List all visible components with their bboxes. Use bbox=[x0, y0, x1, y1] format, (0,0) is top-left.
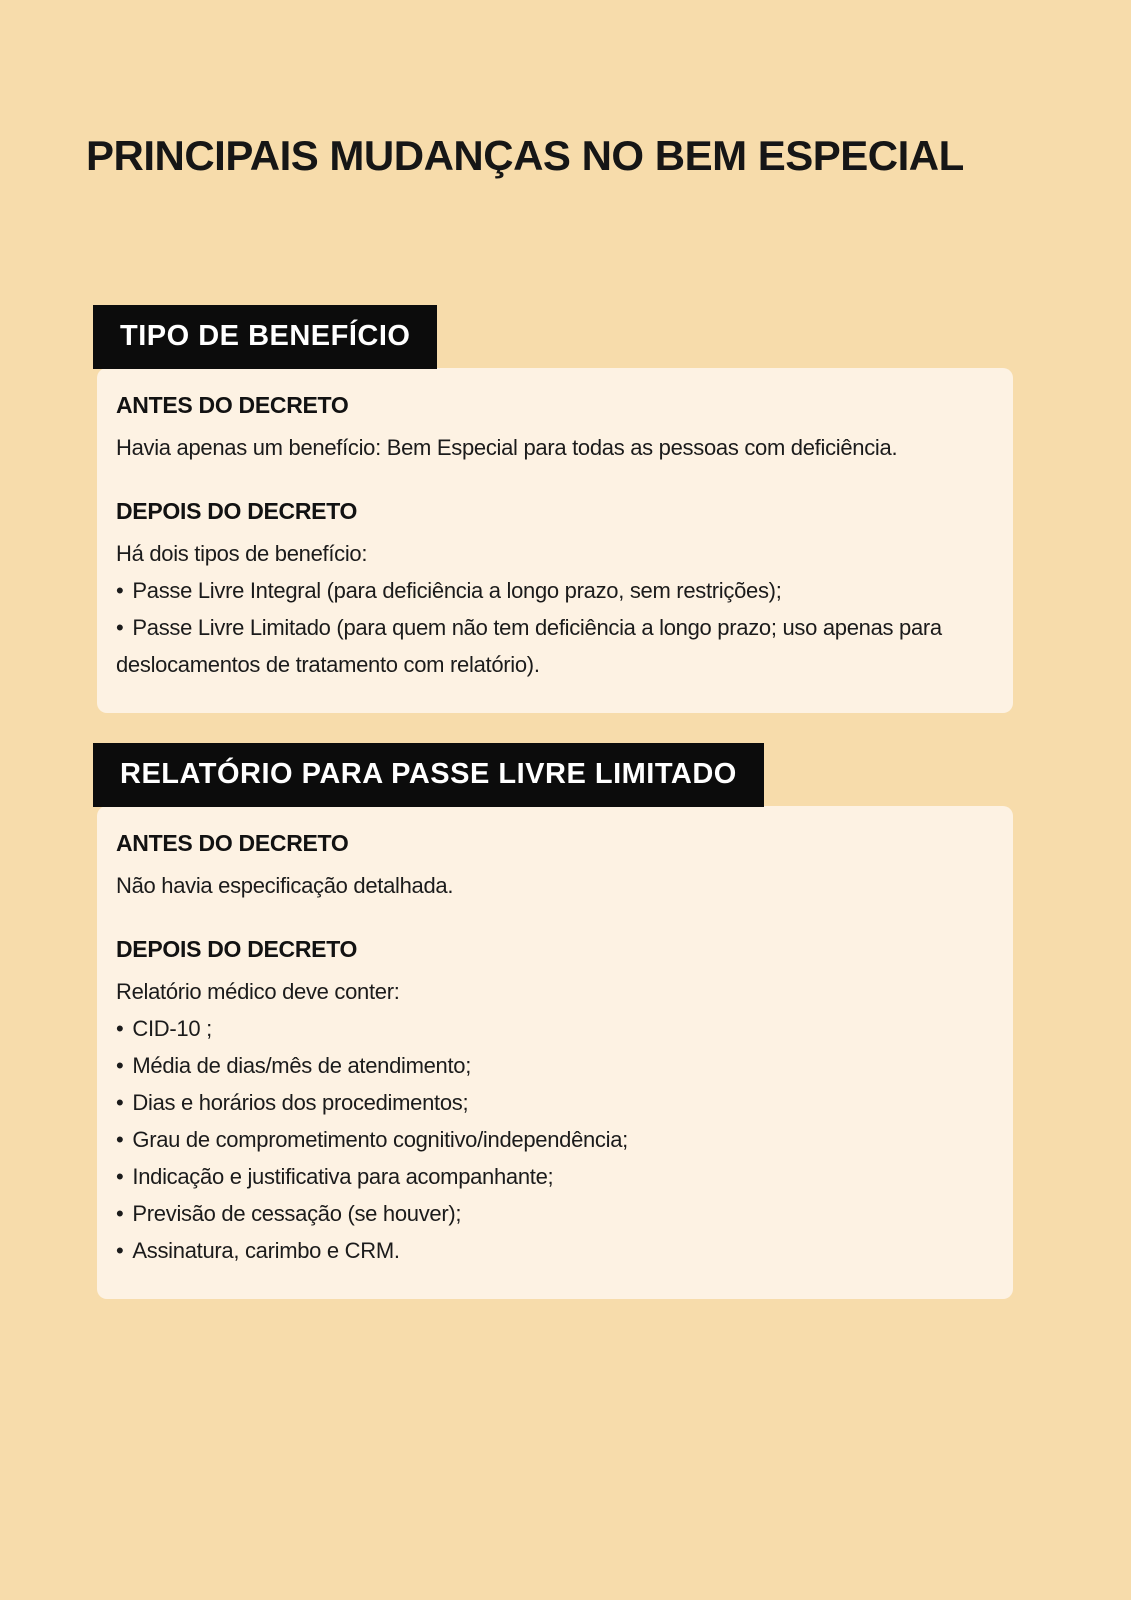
section-tipo-de-beneficio bbox=[97, 305, 1013, 713]
bullet-marker: • bbox=[116, 1090, 124, 1116]
list-item bbox=[116, 572, 989, 609]
list-item-text: Passe Livre Limitado (para quem não tem deficiência a longo prazo; uso apenas para deslocamentos de tratamento com relatório). bbox=[116, 615, 942, 678]
list-item bbox=[116, 1232, 989, 1269]
list-item-text: Média de dias/mês de atendimento; bbox=[132, 1053, 472, 1079]
section-header-label: RELATÓRIO PARA PASSE LIVRE LIMITADO bbox=[120, 758, 737, 791]
list-item-text: Previsão de cessação (se houver); bbox=[132, 1201, 462, 1227]
list-item-text: CID-10 ; bbox=[132, 1016, 212, 1042]
card-relatorio bbox=[97, 806, 1013, 1299]
bullet-marker: • bbox=[116, 1053, 124, 1079]
after-decree-label: DEPOIS DO DECRETO bbox=[116, 936, 358, 963]
section-relatorio-passe-livre-limitado bbox=[97, 743, 1013, 1299]
before-decree-label: ANTES DO DECRETO bbox=[116, 392, 349, 419]
before-decree-label: ANTES DO DECRETO bbox=[116, 830, 349, 857]
before-decree-text: Havia apenas um benefício: Bem Especial para todas as pessoas com deficiência. bbox=[116, 435, 898, 461]
bullet-marker: • bbox=[116, 578, 124, 604]
page-title: PRINCIPAIS MUDANÇAS NO BEM ESPECIAL bbox=[86, 132, 964, 179]
list-item bbox=[116, 1047, 989, 1084]
bullet-marker: • bbox=[116, 1016, 124, 1042]
list-item bbox=[116, 1195, 989, 1232]
list-item bbox=[116, 1121, 989, 1158]
list-item-text: Grau de comprometimento cognitivo/independência; bbox=[132, 1127, 628, 1153]
bullet-marker: • bbox=[116, 1164, 124, 1190]
list-item-text: Assinatura, carimbo e CRM. bbox=[132, 1238, 400, 1264]
list-item bbox=[116, 1158, 989, 1195]
before-decree-text: Não havia especificação detalhada. bbox=[116, 873, 454, 899]
after-decree-intro: Há dois tipos de benefício: bbox=[116, 541, 368, 567]
list-item bbox=[116, 609, 989, 683]
list-item-text: Passe Livre Integral (para deficiência a longo prazo, sem restrições); bbox=[132, 578, 782, 604]
list-item bbox=[116, 1084, 989, 1121]
bullet-marker: • bbox=[116, 1201, 124, 1227]
bullet-marker: • bbox=[116, 615, 124, 641]
bullet-marker: • bbox=[116, 1238, 124, 1264]
after-decree-intro: Relatório médico deve conter: bbox=[116, 979, 400, 1005]
section-header-relatorio bbox=[93, 743, 764, 807]
card-tipo-de-beneficio bbox=[97, 368, 1013, 713]
list-item-text: Indicação e justificativa para acompanhante; bbox=[132, 1164, 554, 1190]
bullet-marker: • bbox=[116, 1127, 124, 1153]
list-item bbox=[116, 1010, 989, 1047]
list-item-text: Dias e horários dos procedimentos; bbox=[132, 1090, 469, 1116]
section-header-label: TIPO DE BENEFÍCIO bbox=[120, 320, 411, 353]
after-decree-label: DEPOIS DO DECRETO bbox=[116, 498, 358, 525]
section-header-tipo-de-beneficio bbox=[93, 305, 437, 369]
